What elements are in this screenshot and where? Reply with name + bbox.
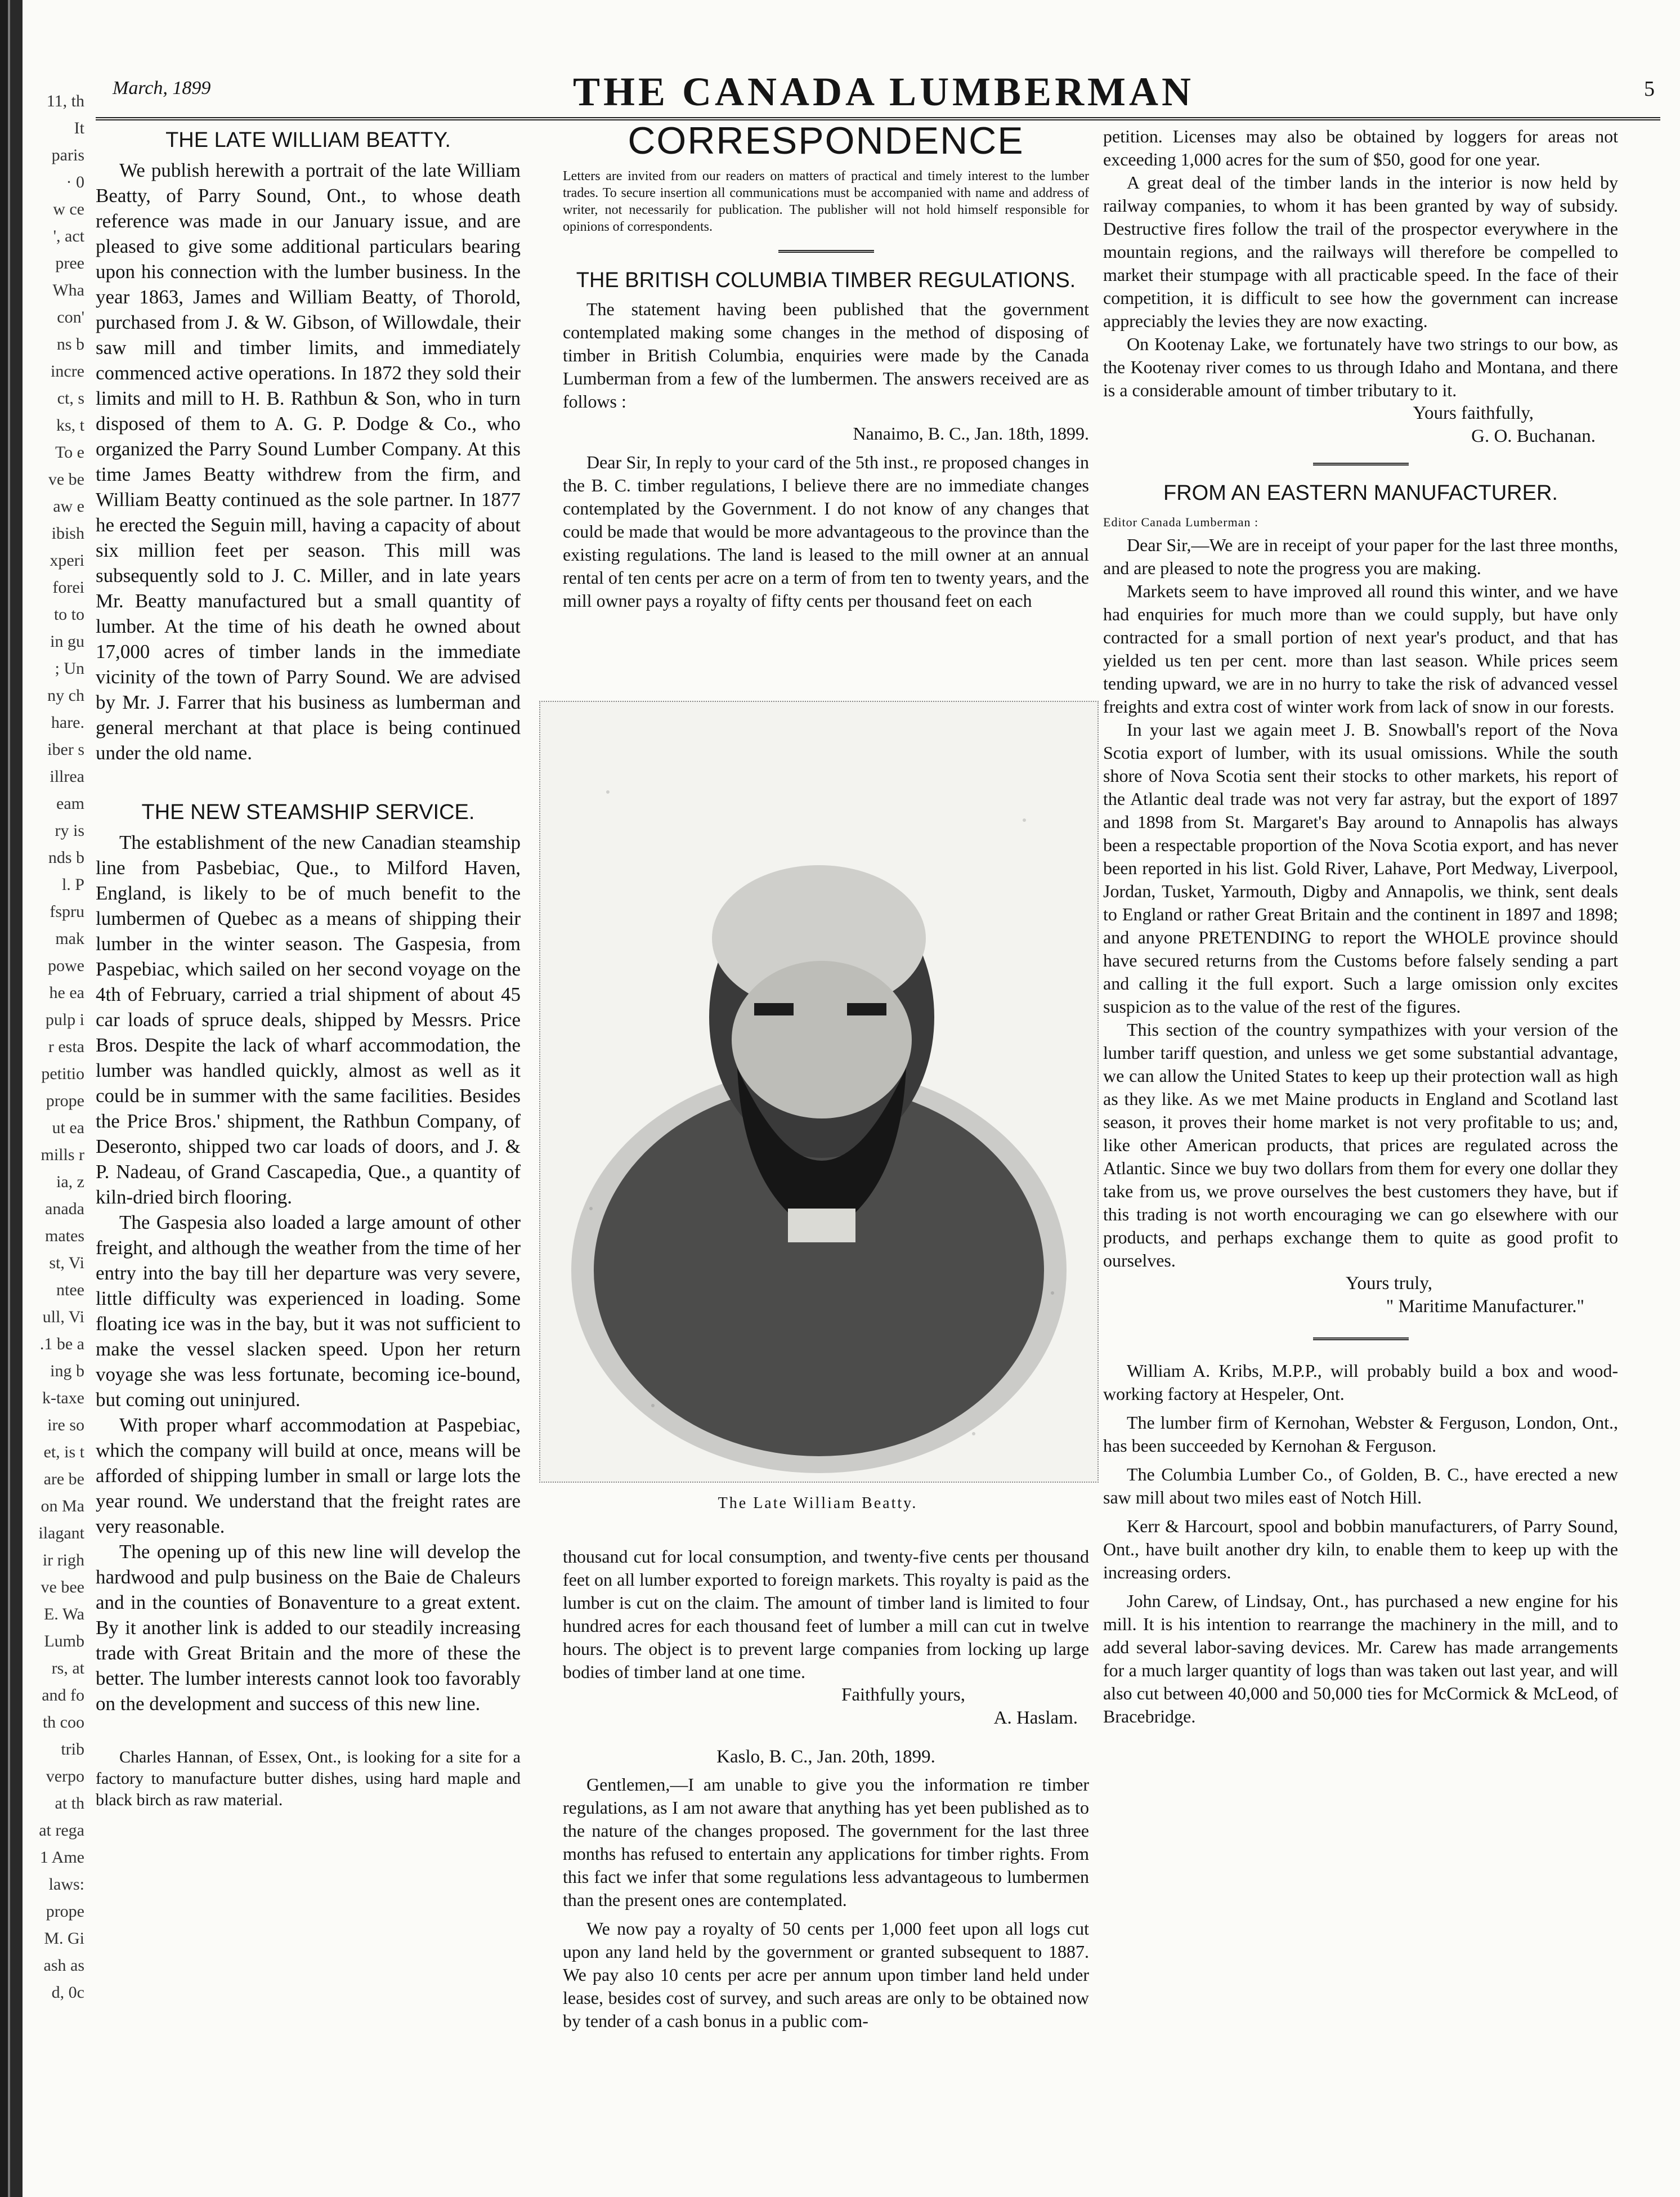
gutter-fragment: 11, th [46, 92, 84, 110]
portrait-photo [539, 701, 1099, 1483]
section-rule [778, 250, 874, 253]
gutter-fragment: pree [55, 254, 84, 272]
gutter-fragment: ash as [43, 1956, 84, 1975]
kernohan-item: The lumber firm of Kernohan, Webster & Ferguson, London, Ont., has been succeeded by Kernohan & Ferguson. [1103, 1412, 1618, 1456]
gutter-fragment: ; Un [55, 659, 84, 678]
gutter-fragment: st, Vi [49, 1254, 84, 1272]
gutter-fragment: ks, t [56, 416, 84, 435]
gutter-fragment: powe [48, 956, 84, 975]
gutter-fragment: aw e [53, 497, 84, 516]
gutter-fragment: petitio [41, 1064, 84, 1083]
gutter-fragment: ve bee [41, 1578, 84, 1596]
gutter-fragment: forei [52, 578, 84, 597]
column-middle-top [563, 119, 1089, 612]
gutter-fragment: ull, Vi [42, 1308, 84, 1326]
section-rule-2 [1313, 463, 1409, 466]
gutter-fragment: To e [55, 443, 84, 462]
column-left [96, 127, 521, 1811]
steamship-paragraph-4: The opening up of this new line will develop the hardwood and pulp business on the Baie de Chaleurs and in the counties of Bonaventure to a great extent. By it another link is added to our steadily increasing trade with Great Britain and the more of these the better. The lumber interests cannot look too favorably on the development and success of this new line. [96, 1541, 521, 1715]
gutter-fragment: 1 Ame [39, 1848, 84, 1867]
gutter-fragment: nds b [48, 848, 84, 867]
gutter-fragment: ilagant [38, 1524, 84, 1542]
gutter-fragment: ny ch [47, 686, 84, 705]
gutter-fragment: xperi [50, 551, 84, 570]
kaslo-signature: G. O. Buchanan. [1471, 426, 1596, 446]
gutter-fragment: Wha [52, 281, 84, 299]
gutter-fragment: trib [61, 1740, 84, 1759]
gutter-fragment: It [74, 119, 84, 137]
kaslo-continued: petition. Licenses may also be obtained by loggers for areas not exceeding 1,000 acres for the sum of $50, good for one year. [1103, 126, 1618, 169]
eastern-closing: Yours truly, [1345, 1273, 1432, 1294]
columbia-item: The Columbia Lumber Co., of Golden, B. C., have erected a new saw mill about two miles east of Notch Hill. [1103, 1464, 1618, 1507]
eastern-paragraph-2: Markets seem to have improved all round this winter, and we have had enquiries for much more than we could supply, but have only contracted for a small portion of next year's product, and that has yielded us ten per cent. more than last season. While prices seem tending upward, we are in no hurry to take the risk of advanced vessel freights and extra cost of winter work from lack of snow in our forests. [1103, 581, 1618, 717]
gutter-fragment: E. Wa [43, 1605, 84, 1623]
gutter-fragment: anada [45, 1200, 84, 1218]
bc-timber-headline: THE BRITISH COLUMBIA TIMBER REGULATIONS. [576, 269, 1076, 292]
correspondence-title: CORRESPONDENCE [628, 119, 1024, 162]
eastern-paragraph-1: Dear Sir,—We are in receipt of your paper for the last three months, and are pleased to note the progress you are making. [1103, 535, 1618, 578]
gutter-fragment: ve be [48, 470, 84, 489]
gutter-fragment: to to [53, 605, 84, 624]
gutter-fragment: ibish [51, 524, 84, 543]
masthead [113, 69, 1655, 114]
gutter-fragment: rs, at [51, 1659, 84, 1677]
kerr-item: Kerr & Harcourt, spool and bobbin manufacturers, of Parry Sound, Ont., have built another dry kiln, to enable them to keep up with the increasing orders. [1103, 1516, 1618, 1582]
portrait-image [540, 702, 1097, 1482]
gutter-fragment: .1 be a [39, 1335, 84, 1353]
nanaimo-signature: A. Haslam. [993, 1708, 1078, 1728]
steamship-paragraph-2: The Gaspesia also loaded a large amount of other freight, and although the weather from the time of her entry into the bay till her departure was very severe, little difficulty was experienced in loading. Some floating ice was in the bay, but it was not sufficient to make the vessel slacken speed. Upon her return voyage she was less fortunate, becoming ice-bound, but coming out uninjured. [96, 1211, 521, 1411]
gutter-fragment: mates [45, 1227, 84, 1245]
gutter-fragment: and fo [42, 1686, 84, 1704]
eastern-headline: FROM AN EASTERN MANUFACTURER. [1163, 481, 1558, 505]
gutter-fragment: l. P [61, 875, 84, 894]
gutter-fragment: ing b [50, 1362, 84, 1380]
gutter-fragment: et, is t [43, 1443, 84, 1461]
gutter-fragment: Lumb [44, 1632, 84, 1650]
gutter-fragment: ir righ [42, 1551, 84, 1569]
kaslo-paragraph-4: On Kootenay Lake, we fortunately have two strings to our bow, as the Kootenay river comes to us through Idaho and Montana, and there is a considerable amount of timber tributary to it. [1103, 334, 1618, 400]
gutter-fragment: ntee [56, 1281, 84, 1299]
kaslo-paragraph-1: Gentlemen,—I am unable to give you the information re timber regulations, as I am not aware that anything has yet been published as to the nature of the changes proposed. The government for the last three months has refused to entertain any applications for timber rights. From this fact we infer that some regulations less advantageous to lumbermen than the present ones are contemplated. [563, 1774, 1089, 1910]
gutter-fragment: prope [46, 1902, 84, 1921]
gutter-fragment: incre [51, 362, 84, 381]
gutter-fragment: ia, z [56, 1173, 84, 1191]
page-number: 5 [1644, 77, 1655, 101]
gutter-fragment: iber s [47, 740, 84, 759]
column-middle-bottom [563, 1545, 1089, 2033]
gutter-fragment: at th [55, 1794, 84, 1813]
gutter-fragment: r esta [48, 1037, 84, 1056]
gutter-fragment: verpo [46, 1767, 84, 1786]
gutter-fragment: ire so [47, 1416, 84, 1434]
steamship-paragraph-1: The establishment of the new Canadian steamship line from Pasbebiac, Que., to Milford Haven, England, is likely to be of much benefit to the lumbermen of Quebec as a means of shipping their lumber in the winter season. The Gaspesia, from Paspebiac, which sailed on her second voyage on the 4th of February, carried a trial shipment of about 45 car loads of spruce deals, shipped by Messrs. Price Bros. Despite the lack of wharf accommodation, the lumber was handled quickly, almost as well as it could be in summer with the same facilities. Besides the Price Bros.' shipment, the Rathbun Company, of Deseronto, shipped two car loads of doors, and J. & P. Nadeau, of Grand Cascapedia, Que., a quantity of kiln-dried birch flooring. [96, 831, 521, 1208]
column-right [1103, 125, 1618, 1728]
gutter-fragment: eam [56, 794, 84, 813]
gutter-fragment: are be [43, 1470, 84, 1488]
portrait-caption: The Late William Beatty. [718, 1495, 918, 1512]
gutter-fragment: in gu [50, 632, 84, 651]
kaslo-paragraph-3: A great deal of the timber lands in the interior is now held by railway companies, to whom it has been granted by way of subsidy. Destructive fires follow the trail of the prospector everywhere in the mountain regions, and the railways will therefore be compelled to market their stumpage with all practicable speed. In the face of their competition, it is difficult to see how the government can increase appreciably the levies they are now exacting. [1103, 172, 1618, 331]
section-rule-3 [1313, 1337, 1409, 1340]
beatty-article: We publish herewith a portrait of the late William Beatty, of Parry Sound, Ont., to whose death reference was made in our January issue, and are pleased to give some additional particulars bearing upon his connection with the lumber business. In the year 1863, James and William Beatty, of Thorold, purchased from J. & W. Gibson, of Willowdale, their saw mill and timber limits, and immediately commenced active operations. In 1872 they sold their limits and mill to H. B. Rathbun & Son, who in turn disposed of them to A. G. P. Dodge & Co., who organized the Parry Sound Lumber Company. At this time James Beatty withdrew from the firm, and William Beatty continued as the sole partner. In 1877 he erected the Seguin mill, having a capacity of about six million feet per season. This mill was subsequently sold to J. C. Miller, and in late years Mr. Beatty manufactured but a small quantity of lumber. At the time of his death he owned about 17,000 acres of timber lands in the immediate vicinity of the town of Parry Sound. We are advised by Mr. J. Farrer that his business as lumberman and general merchant at that place is being continued under the old name. [96, 159, 521, 764]
eastern-editor-line: Editor Canada Lumberman : [1103, 515, 1259, 529]
gutter-fragment: prope [46, 1091, 84, 1110]
gutter-fragment: ', act [53, 227, 84, 245]
nanaimo-letter-continued: thousand cut for local consumption, and twenty-five cents per thousand feet on all lumber exported to foreign markets. This royalty is paid as the lumber is cut on the claim. The amount of timber land is limited to four hundred acres for each thousand feet of lumber a mill can cut in twelve hours. The object is to prevent large companies from locking up large bodies of timber land at one time. [563, 1546, 1089, 1682]
nanaimo-dateline: Nanaimo, B. C., Jan. 18th, 1899. [853, 423, 1089, 444]
steamship-paragraph-3: With proper wharf accommodation at Paspebiac, which the company will build at once, means will be afforded of shipping lumber in small or large lots the year round. We understand that the freight rates are very reasonable. [96, 1414, 521, 1537]
gutter-fragment: laws: [48, 1875, 84, 1894]
gutter-fragment: paris [51, 146, 84, 164]
eastern-paragraph-3: In your last we again meet J. B. Snowball's report of the Nova Scotia export of lumber, with its usual omissions. While the south shore of Nova Scotia sent their stocks to other markets, his report of the Atlantic deal trade was not very far astray, but the export of 1897 and 1898 from St. Margaret's Bay around to Annapolis has always been a respectable proportion of the Nova Scotia export, and has never been reported in his list. Gold River, Lahave, Port Medway, Liverpool, Jordan, Tusket, Yarmouth, Digby and Annapolis, we think, sent deals to England or rather Great Britain and the continent in 1897 and 1898; and anyone PRETENDING to report the WHOLE province should have secured returns from the Customs before falsely sending a part and calling it the full export. Such a large omission only excites suspicion as to the value of the rest of the figures. [1103, 719, 1618, 1017]
steamship-headline: THE NEW STEAMSHIP SERVICE. [141, 800, 475, 824]
eastern-signature: " Maritime Manufacturer." [1386, 1296, 1584, 1317]
nanaimo-closing: Faithfully yours, [841, 1685, 965, 1705]
nanaimo-letter: Dear Sir, In reply to your card of the 5th inst., re proposed changes in the B. C. timber regulations, I believe there are no immediate changes contemplated by the Government. I do not know of any changes that could be made that would be more advantageous to the province than the existing regulations. The land is leased to the mill owner at an annual rental of ten cents per acre on a term of from ten to twenty years, and the mill owner pays a royalty of fifty cents per thousand feet on each [563, 452, 1089, 611]
gutter-fragment: M. Gi [44, 1929, 84, 1948]
gutter-fragment: hare. [51, 713, 84, 732]
gutter-fragment: mak [55, 929, 84, 948]
kaslo-dateline: Kaslo, B. C., Jan. 20th, 1899. [716, 1747, 935, 1767]
gutter-fragment: ct, s [57, 389, 84, 408]
gutter-fragment: at rega [39, 1821, 84, 1840]
gutter-fragment: con' [57, 308, 84, 326]
gutter-fragment: mills r [41, 1146, 84, 1164]
gutter-fragment: d, 0c [51, 1983, 84, 2002]
gutter-fragment: w ce [53, 200, 84, 218]
newspaper-title: THE CANADA LUMBERMAN [572, 69, 1195, 114]
gutter-fragment: ut ea [52, 1118, 84, 1137]
gutter-fragment: illrea [50, 767, 84, 786]
kribs-item: William A. Kribs, M.P.P., will probably build a box and wood-working factory at Hespeler, Ont. [1103, 1361, 1618, 1404]
gutter-fragment: pulp i [45, 1010, 84, 1029]
issue-date: March, 1899 [113, 78, 211, 99]
eastern-paragraph-4: This section of the country sympathizes with your version of the lumber tariff question, and unless we get some substantial advantage, we can allow the United States to keep up their protection wall as high as they like. As we met Maine products in England and Scotland last season, it proves their home market is not very profitable to us; and, like other American products, that prices are regulated across the Atlantic. Since we buy two dollars from them for every one dollar they take from us, we prove ourselves the best customers they have, but if this trading is not worth encouraging we can go elsewhere with our products, and perhaps exchange them to quite as good profit to ourselves. [1103, 1019, 1618, 1270]
gutter-fragment: ns b [56, 335, 84, 354]
gutter-fragment: fspru [50, 902, 84, 921]
gutter-fragment: he ea [49, 983, 84, 1002]
gutter-fragment: k-taxe [42, 1389, 84, 1407]
hannan-item: Charles Hannan, of Essex, Ont., is looking for a site for a factory to manufacture butter dishes, using hard maple and black birch as raw material. [96, 1748, 521, 1809]
gutter-fragment: on Ma [41, 1497, 84, 1515]
gutter-fragment: ry is [55, 821, 84, 840]
carew-item: John Carew, of Lindsay, Ont., has purchased a new engine for his mill. It is his intention to rearrange the machinery in the mill, and to add several labor-saving devices. Mr. Carew has made arrangements for a much larger quantity of logs than was taken out last year, and will also cut between 40,000 and 50,000 ties for McCormick & McLeod, of Bracebridge. [1103, 1591, 1618, 1726]
bc-intro: The statement having been published that the government contemplated making some changes in the method of disposing of timber in British Columbia, enquiries were made by the Canada Lumberman from a few of the lumbermen. The answers received are as follows : [563, 299, 1089, 411]
page-gutter [0, 0, 84, 2197]
gutter-fragment: th coo [42, 1713, 84, 1731]
gutter-fragment: · 0 [66, 173, 84, 191]
kaslo-paragraph-2: We now pay a royalty of 50 cents per 1,000 feet upon all logs cut upon any land held by the government or granted subsequent to 1887. We pay also 10 cents per acre per annum upon timber land held under lease, besides cost of survey, and such areas are only to be obtained now by tender of a cash bonus in a public com- [563, 1918, 1089, 2031]
beatty-headline: THE LATE WILLIAM BEATTY. [165, 128, 451, 152]
correspondence-note: Letters are invited from our readers on matters of practical and timely interest to the lumber trades. To secure insertion all communications must be accompanied with name and address of writer, not necessarily for publication. The publisher will not hold himself responsible for opinions of correspondents. [563, 169, 1089, 234]
kaslo-closing: Yours faithfully, [1413, 403, 1534, 423]
